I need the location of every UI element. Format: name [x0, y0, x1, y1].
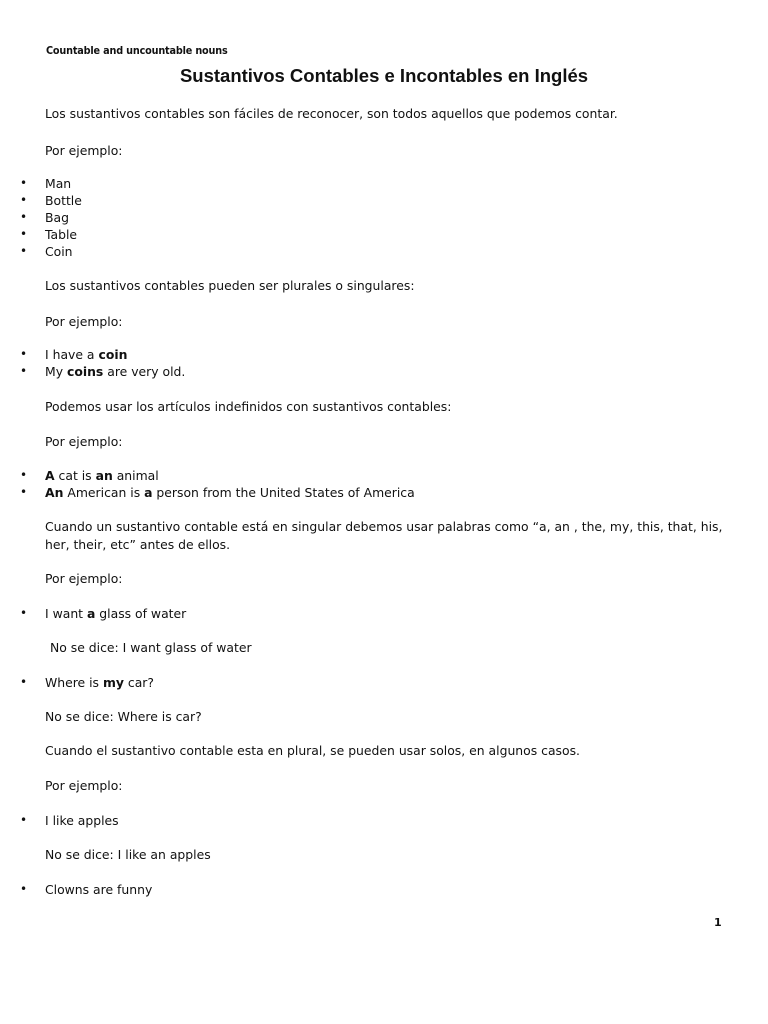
bullet-icon: • [20, 244, 28, 258]
list-item: • Bag [20, 210, 69, 225]
list-item: • My coins are very old. [20, 364, 186, 379]
bullet-icon: • [20, 882, 28, 896]
list-item: • I have a coin [20, 347, 128, 362]
bullet-icon: • [20, 193, 28, 207]
list-item: • Coin [20, 244, 73, 259]
bullet-icon: • [20, 176, 28, 190]
paragraph-singular: Cuando un sustantivo contable está en singular debemos usar palabras como “a, an , the, my, this, that, his, her, their, etc” antes de ellos. [45, 519, 723, 552]
page-title: Sustantivos Contables e Incontables en Inglés [179, 65, 589, 86]
bullet-icon: • [20, 675, 28, 689]
list-item: • I want a glass of water [20, 606, 187, 621]
bullet-icon: • [20, 227, 28, 241]
list-item: • An American is a person from the United States of America [20, 485, 415, 500]
example-label: Por ejemplo: [45, 143, 123, 158]
list-item: • I like apples [20, 813, 119, 828]
example-label: Por ejemplo: [45, 571, 123, 586]
paragraph-plural-alone: Cuando el sustantivo contable esta en plural, se pueden usar solos, en algunos casos. [45, 743, 580, 758]
bullet-icon: • [20, 485, 28, 499]
list-item: • Table [20, 227, 78, 242]
list-item: • A cat is an animal [20, 468, 159, 483]
list-item: • Where is my car? [20, 675, 154, 690]
incorrect-example: No se dice: I want glass of water [50, 640, 252, 655]
bullet-icon: • [20, 813, 28, 827]
incorrect-example: No se dice: Where is car? [45, 709, 202, 724]
paragraph-intro: Los sustantivos contables son fáciles de reconocer, son todos aquellos que podemos contar. [45, 106, 618, 121]
page-number: 1 [714, 916, 722, 929]
example-label: Por ejemplo: [45, 434, 123, 449]
paragraph-plural: Los sustantivos contables pueden ser plurales o singulares: [45, 278, 415, 293]
example-label: Por ejemplo: [45, 314, 123, 329]
incorrect-example: No se dice: I like an apples [45, 847, 211, 862]
example-label: Por ejemplo: [45, 778, 123, 793]
list-item: • Man [20, 176, 72, 191]
list-item: • Bottle [20, 193, 82, 208]
bullet-icon: • [20, 606, 28, 620]
bullet-icon: • [20, 468, 28, 482]
header-note: Countable and uncountable nouns [46, 44, 228, 57]
bullet-icon: • [20, 347, 28, 361]
paragraph-articles: Podemos usar los artículos indefinidos con sustantivos contables: [45, 399, 452, 414]
list-item: • Clowns are funny [20, 882, 153, 897]
bullet-icon: • [20, 210, 28, 224]
bullet-icon: • [20, 364, 28, 378]
